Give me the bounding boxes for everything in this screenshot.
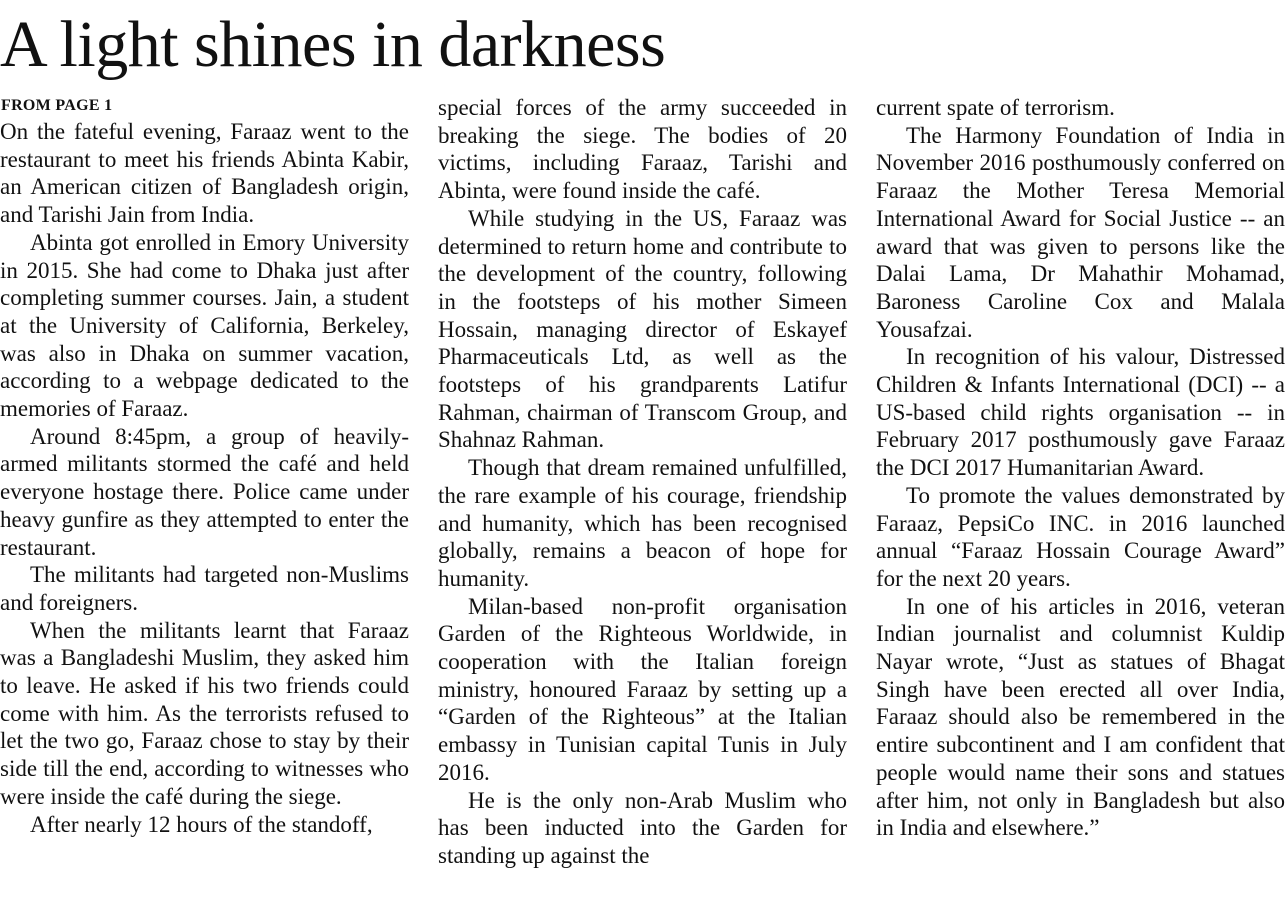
paragraph: He is the only non-Arab Muslim who has been inducted into the Garden for standing up against the bbox=[438, 787, 847, 868]
paragraph: After nearly 12 hours of the standoff, bbox=[30, 811, 373, 837]
paragraph: Though that dream remained unfulfilled, the rare example of his courage, friendship and humanity, which has been recognised globally, remains a beacon of hope for humanity. bbox=[438, 455, 847, 591]
paragraph: In one of his articles in 2016, veteran Indian journalist and columnist Kuldip Nayar wrote, “Just as statues of Bhagat Singh have been erected all over India, Faraaz should also be remembered in the entire subcontinent and I am confident that people would name their sons and statues after him, not only in Bangladesh but also in India and elsewhere.” bbox=[876, 593, 1285, 841]
paragraph: Milan-based non-profit organisation Garden of the Righteous Worldwide, in cooperation with the Italian foreign ministry, honoured Faraaz by setting up a “Garden of the Righteous” at the Italian embassy in Tunisian capital Tunis in July 2016. bbox=[438, 593, 847, 785]
paragraph: The Harmony Foundation of India in November 2016 posthumously conferred on Faraaz the Mother Teresa Memorial International Award for Social Justice -- an award that was given to persons like the Dalai Lama, Dr Mahathir Mohamad, Baroness Caroline Cox and Malala Yousafzai. bbox=[876, 122, 1285, 342]
paragraph: The militants had targeted non-Muslims and foreigners. bbox=[0, 562, 409, 615]
paragraph: When the militants learnt that Faraaz was a Bangladeshi Muslim, they asked him to leave. He asked if his two friends could come with him. As the terrorists refused to let the two go, Faraaz chose to stay by their side till the end, according to witnesses who were inside the café during the siege. bbox=[0, 617, 409, 809]
column-2 bbox=[438, 94, 847, 870]
paragraph: Abinta got enrolled in Emory University in 2015. She had come to Dhaka just after completing summer courses. Jain, a student at the University of California, Berkeley, was also in Dhaka on summer vacation, according to a webpage dedicated to the memories of Faraaz. bbox=[0, 229, 409, 422]
paragraph: While studying in the US, Faraaz was determined to return home and contribute to the development of the country, following in the footsteps of his mother Simeen Hossain, managing director of Eskayef Pharmaceuticals Ltd, as well as the footsteps of his grandparents Latifur Rahman, chairman of Transcom Group, and Shahnaz Rahman. bbox=[438, 205, 847, 453]
headline: A light shines in darkness bbox=[0, 8, 666, 81]
column-3 bbox=[876, 94, 1285, 842]
paragraph: special forces of the army succeeded in breaking the siege. The bodies of 20 victims, including Faraaz, Tarishi and Abinta, were found inside the café. bbox=[438, 95, 847, 204]
paragraph: current spate of terrorism. bbox=[876, 95, 1115, 120]
paragraph: To promote the values demonstrated by Faraaz, PepsiCo INC. in 2016 launched annual “Faraaz Hossain Courage Award” for the next 20 years. bbox=[876, 482, 1285, 591]
paragraph: Around 8:45pm, a group of heavily-armed militants stormed the café and held everyone hostage there. Police came under heavy gunfire as they attempted to enter the restaurant. bbox=[0, 423, 409, 560]
paragraph: On the fateful evening, Faraaz went to the restaurant to meet his friends Abinta Kabir, an American citizen of Bangladesh origin, and Tarishi Jain from India. bbox=[0, 119, 409, 228]
paragraph: In recognition of his valour, Distressed Children & Infants International (DCI) -- a US-based child rights organisation -- in February 2017 posthumously gave Faraaz the DCI 2017 Humanitarian Award. bbox=[876, 344, 1285, 481]
jump-label: FROM PAGE 1 bbox=[1, 97, 113, 114]
column-1 bbox=[0, 118, 409, 838]
